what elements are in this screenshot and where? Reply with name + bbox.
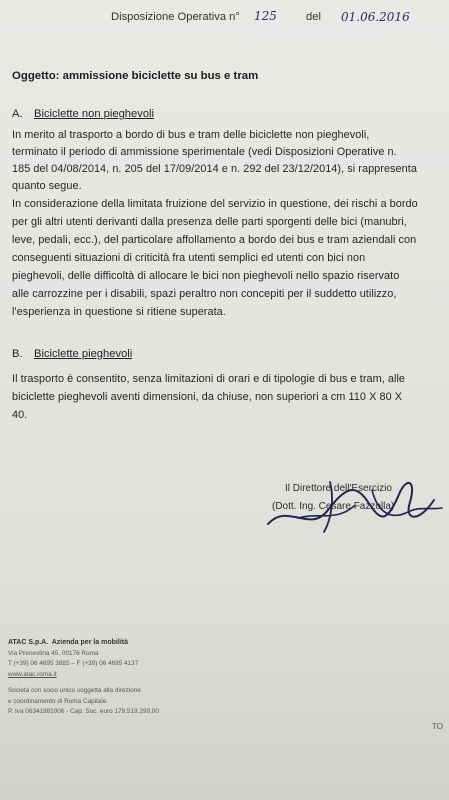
section-a-title: Biciclette non pieghevoli bbox=[34, 108, 155, 120]
signature-name: (Dott. Ing. Cesare Fazzolla) bbox=[272, 501, 395, 512]
body-line: conseguenti situazioni di criticità fra utenti semplici ed utenti con bici non bbox=[12, 252, 366, 264]
body-line: Il trasporto è consentito, senza limitazioni di orari e di tipologie di bus e tram, alle bbox=[12, 373, 406, 385]
section-a-letter: A. bbox=[12, 108, 23, 120]
header-number: 125 bbox=[254, 9, 277, 23]
section-b-title: Biciclette pieghevoli bbox=[34, 348, 133, 360]
header-date: 01.06.2016 bbox=[341, 10, 410, 24]
footer-legal-1: Società con socio unico soggetta alla direzione bbox=[8, 687, 141, 694]
signature-role: Il Direttore dell'Esercizio bbox=[285, 483, 392, 494]
body-line: pieghevoli, delle difficoltà di allocare le bici non pieghevoli nello spazio riservato bbox=[12, 270, 400, 282]
corner-mark: TO bbox=[432, 722, 443, 731]
footer-company: ATAC S.p.A. bbox=[8, 639, 49, 646]
footer-phone: T (+39) 06 4695 3885 – F (+39) 06 4695 4137 bbox=[8, 660, 139, 667]
body-line: l'esperienza in questione si ritiene superata. bbox=[12, 306, 226, 318]
body-line: quanto segue. bbox=[12, 180, 82, 192]
body-line: biciclette pieghevoli aventi dimensioni, da chiuse, non superiori a cm 110 X 80 X bbox=[12, 391, 403, 403]
footer-legal-2: e coordinamento di Roma Capitale bbox=[8, 697, 107, 705]
body-line: In merito al trasporto a bordo di bus e tram delle biciclette non pieghevoli, bbox=[12, 129, 370, 141]
body-line: 185 del 04/08/2014, n. 205 del 17/09/2014 e n. 292 del 23/12/2014), si rappresenta bbox=[12, 163, 417, 175]
body-line: leve, pedali, ecc.), del particolare affollamento a bordo dei bus e tram aziendali con bbox=[12, 234, 417, 246]
footer-legal-3: P. Iva 06341981006 - Cap. Soc. euro 179.519.299,00 bbox=[8, 708, 159, 715]
body-line: 40. bbox=[12, 409, 28, 421]
section-b-letter: B. bbox=[12, 348, 23, 360]
footer-website: www.atac.roma.it bbox=[8, 670, 57, 678]
body-line: In considerazione della limitata fruizione del servizio in questione, dei rischi a bordo bbox=[12, 198, 418, 210]
body-line: alle carrozzine per i disabili, spazi peraltro non concepiti per il suddetto utilizzo, bbox=[12, 288, 397, 300]
body-line: per gli altri utenti derivanti dalla presenza delle parti sporgenti delle bici (manubri, bbox=[12, 216, 407, 228]
subject-line: Oggetto: ammissione biciclette su bus e tram bbox=[12, 70, 259, 82]
header-label: Disposizione Operativa n° bbox=[111, 11, 240, 23]
footer-tagline: Azienda per la mobilità bbox=[51, 639, 128, 646]
company-footer bbox=[8, 638, 159, 718]
footer-address: Via Prenestina 45, 00176 Roma bbox=[8, 649, 99, 657]
handwritten-signature bbox=[258, 462, 448, 542]
body-line: terminato il periodo di ammissione sperimentale (vedi Disposizioni Operative n. bbox=[12, 146, 397, 158]
header-date-label: del bbox=[306, 11, 321, 23]
